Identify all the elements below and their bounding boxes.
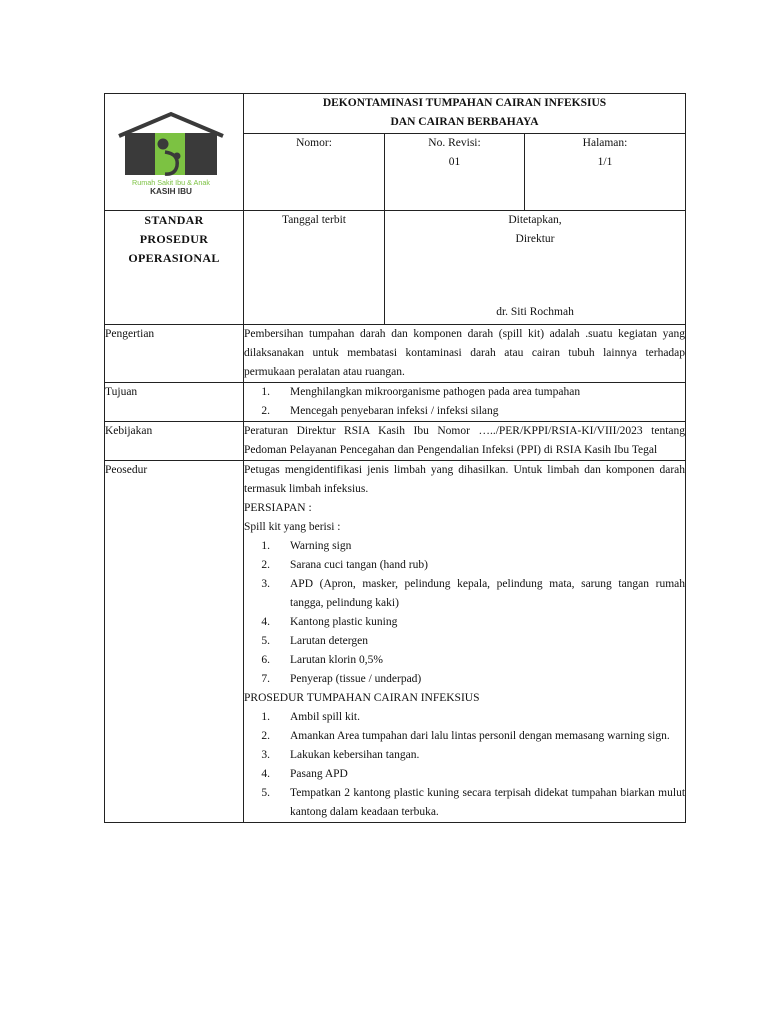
nomor-label: Nomor: xyxy=(296,136,332,149)
persiapan-heading: PERSIAPAN : xyxy=(244,502,312,514)
tujuan-list xyxy=(244,383,685,421)
logo-text-line1: Rumah Sakit Ibu & Anak xyxy=(132,178,210,187)
list-item: 3. Lakukan kebersihan tangan. xyxy=(261,749,420,761)
title-line-2: DAN CAIRAN BERBAHAYA xyxy=(390,116,539,128)
revisi-value: 01 xyxy=(448,155,461,168)
list-item: 1. Warning sign xyxy=(261,540,352,552)
steps-list xyxy=(244,708,685,822)
nomor-cell xyxy=(244,133,385,210)
list-item: 1. Ambil spill kit. xyxy=(261,711,360,723)
sop-line-2: PROSEDUR xyxy=(139,232,209,246)
list-item: 4. Kantong plastic kuning xyxy=(261,616,398,628)
kebijakan-text: Peraturan Direktur RSIA Kasih Ibu Nomor …../PER/KPPI/RSIA-KI/VIII/2023 tentang Pedoman Pelayanan Pencegahan dan Pengendalian Infeksi (PPI) di RSIA Kasih Ibu Tegal xyxy=(244,422,686,461)
list-item: 4. Pasang APD xyxy=(261,768,348,780)
list-item: 7. Penyerap (tissue / underpad) xyxy=(261,673,422,685)
hospital-logo xyxy=(105,94,244,207)
steps-heading: PROSEDUR TUMPAHAN CAIRAN INFEKSIUS xyxy=(244,692,480,704)
ditetapkan-cell xyxy=(385,211,686,325)
sop-line-1: STANDAR xyxy=(144,213,204,227)
halaman-label: Halaman: xyxy=(582,136,628,149)
sop-document xyxy=(104,93,685,823)
prosedur-content xyxy=(244,461,686,823)
title-line-1: DEKONTAMINASI TUMPAHAN CAIRAN INFEKSIUS xyxy=(322,97,607,109)
prosedur-intro: Petugas mengidentifikasi jenis limbah yang dihasilkan. Untuk limbah dan komponen darah termasuk limbah infeksius. xyxy=(244,464,686,495)
sop-label-cell xyxy=(105,211,244,325)
kebijakan-label: Kebijakan xyxy=(105,422,244,461)
list-item: 2. Amankan Area tumpahan dari lalu lintas personil dengan memasang warning sign. xyxy=(261,730,670,742)
sop-line-3: OPERASIONAL xyxy=(128,251,220,265)
pengertian-text: Pembersihan tumpahan darah dan komponen darah (spill kit) adalah .suatu kegiatan yang dilaksanakan untuk membatasi kontaminasi darah atau cairan tubuh lainnya terhadap permukaan peralatan atau ruangan. xyxy=(244,325,686,383)
list-item: 2. Sarana cuci tangan (hand rub) xyxy=(261,559,428,571)
list-item: 5. Tempatkan 2 kantong plastic kuning secara terpisah didekat tumpahan biarkan mulut kantong dalam keadaan terbuka. xyxy=(261,787,686,818)
prosedur-label: Peosedur xyxy=(105,461,244,823)
spill-kit-intro: Spill kit yang berisi : xyxy=(244,521,341,533)
list-item: 5. Larutan detergen xyxy=(261,635,369,647)
tanggal-terbit-cell xyxy=(244,211,385,325)
logo-text-line2: KASIH IBU xyxy=(150,187,192,196)
list-item: 1. Menghilangkan mikroorganisme pathogen pada area tumpahan xyxy=(261,386,581,398)
ditetapkan-label: Ditetapkan, xyxy=(508,214,562,226)
list-item: 2. Mencegah penyebaran infeksi / infeksi silang xyxy=(261,405,499,417)
tujuan-content xyxy=(244,383,686,422)
pengertian-label: Pengertian xyxy=(105,325,244,383)
document-title xyxy=(244,94,686,134)
direktur-label: Direktur xyxy=(515,233,555,245)
sop-table xyxy=(104,93,686,823)
list-item: 6. Larutan klorin 0,5% xyxy=(261,654,383,666)
revisi-label: No. Revisi: xyxy=(428,136,481,149)
signer-name: dr. Siti Rochmah xyxy=(496,306,574,318)
revisi-cell xyxy=(385,133,525,210)
spill-kit-list xyxy=(244,537,685,689)
logo-cell xyxy=(105,94,244,211)
list-item: 3. APD (Apron, masker, pelindung kepala, pelindung mata, sarung tangan rumah tangga, pelindung kaki) xyxy=(261,578,686,609)
tanggal-terbit-label: Tanggal terbit xyxy=(281,214,347,226)
halaman-value: 1/1 xyxy=(597,155,613,168)
halaman-cell xyxy=(525,133,686,210)
tujuan-label: Tujuan xyxy=(105,383,244,422)
